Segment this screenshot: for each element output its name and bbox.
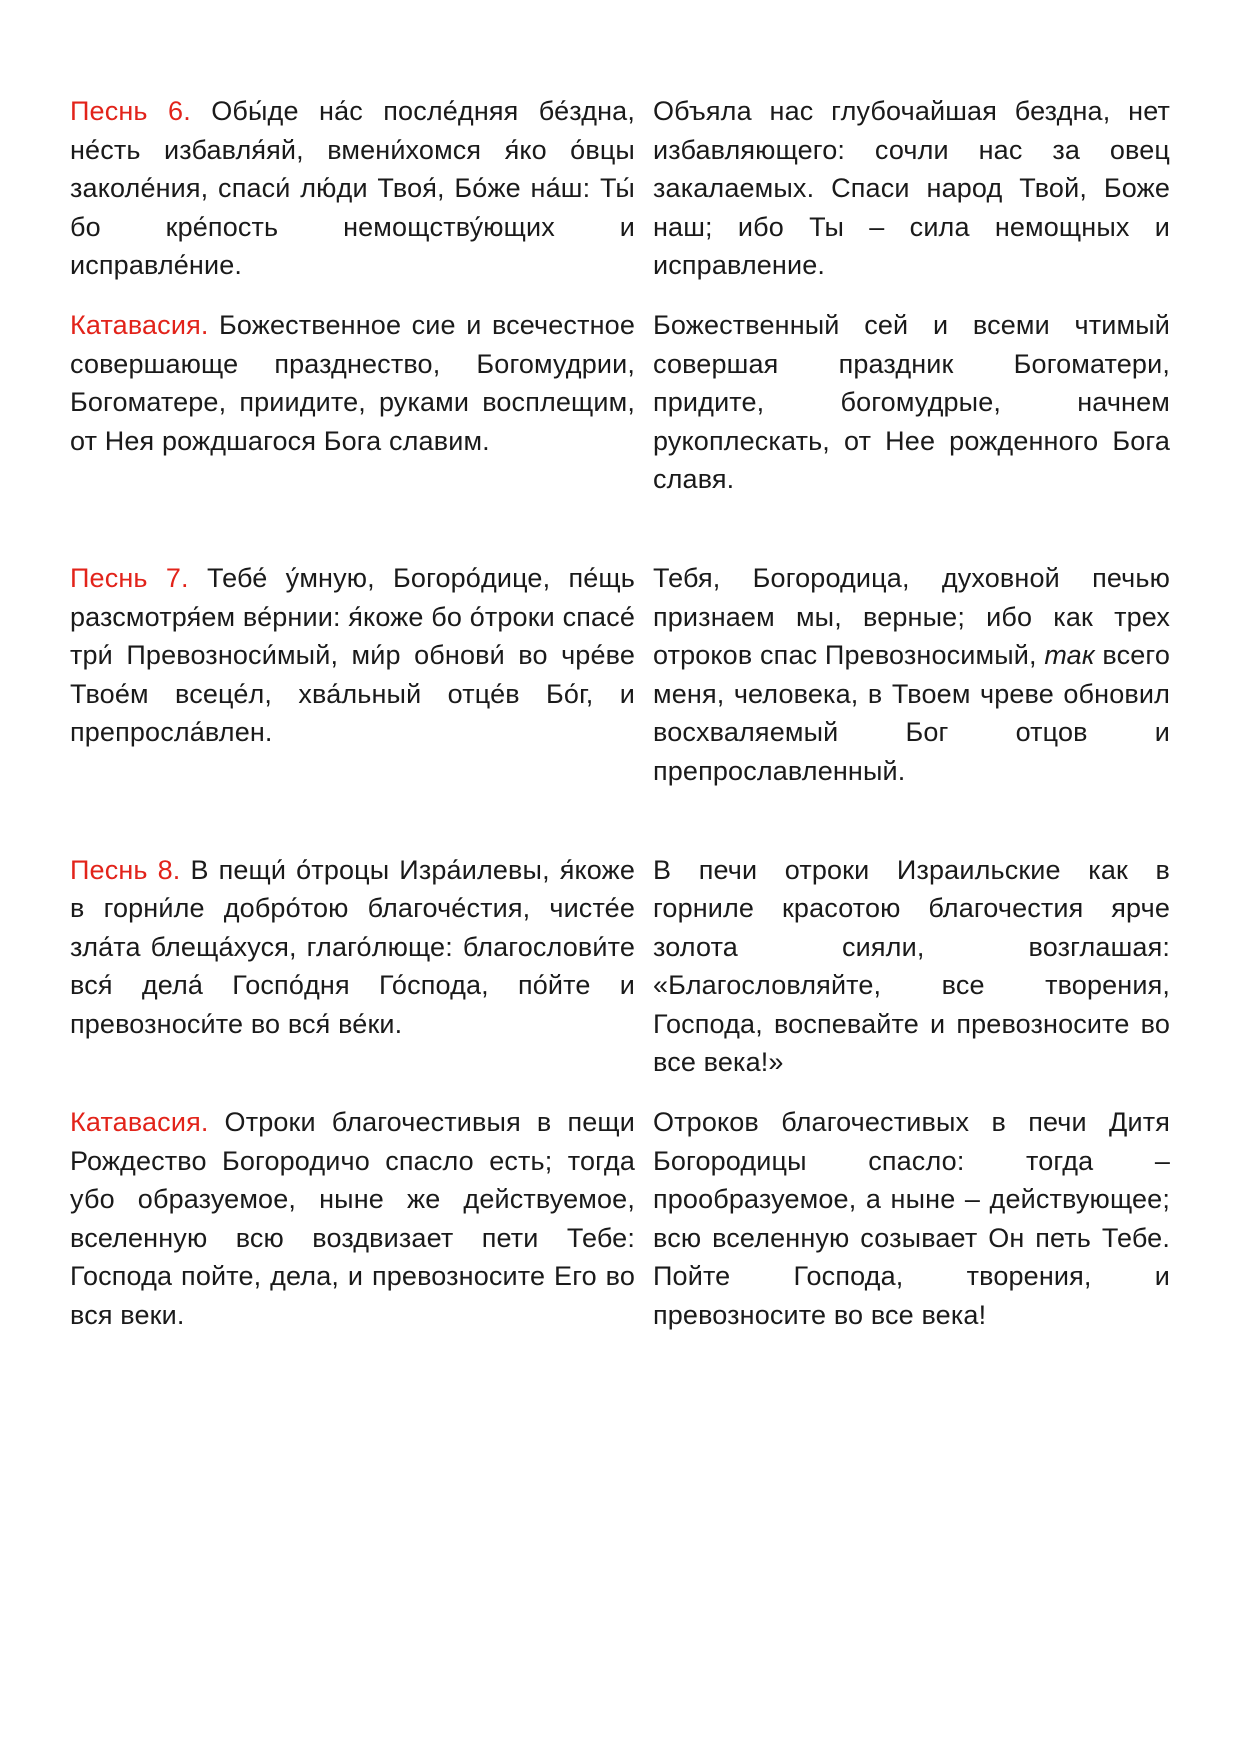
section-label: Песнь 7. xyxy=(70,562,189,593)
church-slavonic-text xyxy=(70,306,635,499)
church-slavonic-text xyxy=(70,851,635,1083)
section-song-7 xyxy=(70,559,1170,791)
russian-translation-text: Отроков благочестивых в печи Дитя Богородицы спасло: тогда – прообразуемое, а ныне – действующее; всю вселенную созывает Он петь Тебе. Пойте Господа, творения, и превозносите во все века! xyxy=(653,1107,1170,1331)
section-text: Тебе́ у́мную, Богоро́дице, пе́щь разсмотря́ем ве́рнии: я́коже бо о́троки спасе́ три́ Превозноси́мый, ми́р обнови́ во чре́ве Твое́м всеце́л, хва́льный отце́в Бо́г, и препросла́влен. xyxy=(70,562,635,748)
russian-translation-text xyxy=(653,559,1170,791)
section-katavasia-8 xyxy=(70,1103,1170,1335)
russian-translation-text: Божественный сей и всеми чтимый совершая праздник Богоматери, придите, богомудрые, начнем рукоплескать, от Нее рожденного Бога славя. xyxy=(653,309,1170,495)
section-text: В пещи́ о́троцы Изра́илевы, я́коже в горни́ле добро́тою благоче́стия, чисте́е зла́та блеща́хуся, глаго́люще: благослови́те вся́ дела́ Госпо́дня Го́спода, по́йте и превозноси́те во вся́ ве́ки. xyxy=(70,854,635,1039)
church-slavonic-text xyxy=(70,1103,635,1335)
italic-word: так xyxy=(1044,640,1095,671)
section-katavasia-6 xyxy=(70,306,1170,499)
translation-text-part: всего меня, человека, в Твоем чреве обновил восхваляемый Бог отцов и препрославленный. xyxy=(653,640,1170,786)
section-text: Отроки благочестивыя в пещи Рождество Богородичо спасло есть; тогда убо образуемое, ныне же действуемое, вселенную всю воздвизает пети Тебе: Господа пойте, дела, и превозносите Его во вся веки. xyxy=(70,1107,635,1331)
russian-translation-text: Объяла нас глубочайшая бездна, нет избавляющего: сочли нас за овец закалаемых. Спаси народ Твой, Боже наш; ибо Ты – сила немощных и исправление. xyxy=(653,96,1170,281)
document-page xyxy=(70,92,1170,1335)
section-label: Катавасия. xyxy=(70,1107,209,1138)
section-label: Песнь 6. xyxy=(70,96,191,126)
translation-text-part: Тебя, Богородица, духовной печью признаем мы, верные; ибо как трех отроков спас Превозносимый, xyxy=(653,562,1170,671)
section-song-6 xyxy=(70,92,1170,285)
section-label: Песнь 8. xyxy=(70,854,181,885)
section-label: Катавасия. xyxy=(70,309,209,340)
russian-translation-text: В печи отроки Израильские как в горниле красотою благочестия ярче золота сияли, возглашая: «Благословляйте, все творения, Господа, воспевайте и превозносите во все века!» xyxy=(653,854,1170,1078)
section-song-8 xyxy=(70,851,1170,1083)
section-text: Божественное сие и всечестное совершающе празднество, Богомудрии, Богоматере, приидите, руками восплещим, от Нея рождшагося Бога славим. xyxy=(70,309,635,456)
church-slavonic-text xyxy=(70,92,635,285)
church-slavonic-text xyxy=(70,559,635,791)
section-text: Обы́де на́с после́дняя бе́здна, не́сть избавля́яй, вмени́хомся я́ко о́вцы заколе́ния, спаси́ лю́ди Твоя́, Бо́же на́ш: Ты́ бо кре́пость немощству́ющих и исправле́ние. xyxy=(70,96,635,281)
